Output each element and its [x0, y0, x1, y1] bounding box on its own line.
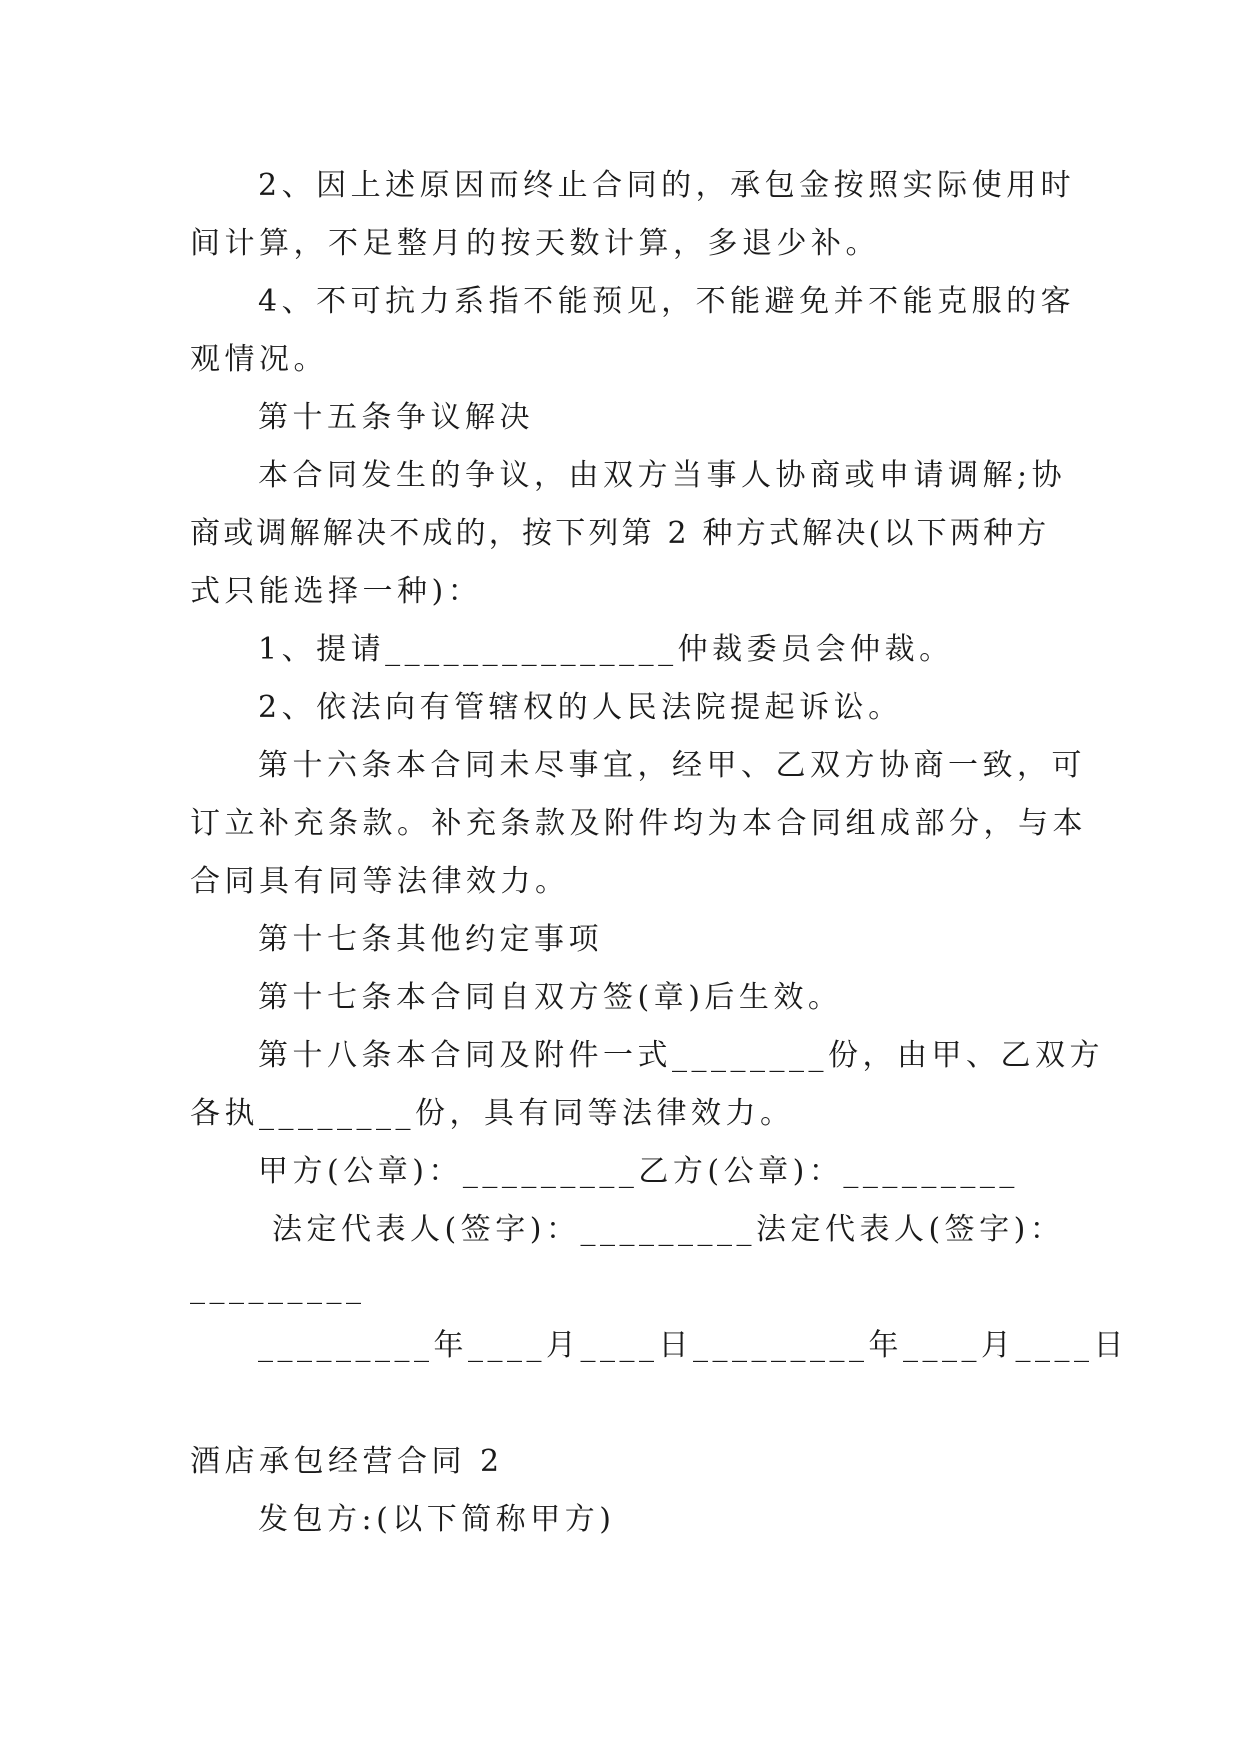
signature-line-representative: 法定代表人(签字)：_________法定代表人(签字)： — [258, 1212, 1065, 1247]
paragraph-line: 第十七条本合同自双方签(章)后生效。 — [258, 980, 843, 1015]
list-item: 1、提请_______________仲裁委员会仲裁。 — [258, 632, 954, 667]
paragraph-line: 合同具有同等法律效力。 — [190, 864, 570, 899]
paragraph-line: 第十六条本合同未尽事宜，经甲、乙双方协商一致，可 — [258, 748, 1086, 783]
list-item: 2、依法向有管辖权的人民法院提起诉讼。 — [258, 690, 903, 725]
paragraph-line: 本合同发生的争议，由双方当事人协商或申请调解;协 — [258, 458, 1067, 493]
paragraph-line: 式只能选择一种)： — [190, 574, 483, 609]
date-line: _________年____月____日_________年____月____日 — [258, 1328, 1128, 1363]
contract-title: 酒店承包经营合同 2 — [190, 1444, 504, 1479]
paragraph-line: 间计算，不足整月的按天数计算，多退少补。 — [190, 226, 880, 261]
paragraph-line: 商或调解解决不成的，按下列第 2 种方式解决(以下两种方 — [190, 516, 1050, 551]
section-heading: 第十五条争议解决 — [258, 400, 534, 435]
paragraph-line: 订立补充条款。补充条款及附件均为本合同组成部分，与本 — [190, 806, 1087, 841]
paragraph-line: 2、因上述原因而终止合同的，承包金按照实际使用时 — [258, 168, 1076, 203]
signature-blank: _________ — [190, 1270, 366, 1305]
paragraph-line: 观情况。 — [190, 342, 328, 377]
paragraph-line: 第十八条本合同及附件一式________份，由甲、乙双方 — [258, 1038, 1104, 1073]
paragraph-line: 4、不可抗力系指不能预见，不能避免并不能克服的客 — [258, 284, 1076, 319]
signature-line-seal: 甲方(公章)：_________乙方(公章)：_________ — [258, 1154, 1019, 1189]
party-line: 发包方:(以下简称甲方) — [258, 1502, 616, 1537]
paragraph-line: 各执________份，具有同等法律效力。 — [190, 1096, 795, 1131]
section-heading: 第十七条其他约定事项 — [258, 922, 603, 957]
